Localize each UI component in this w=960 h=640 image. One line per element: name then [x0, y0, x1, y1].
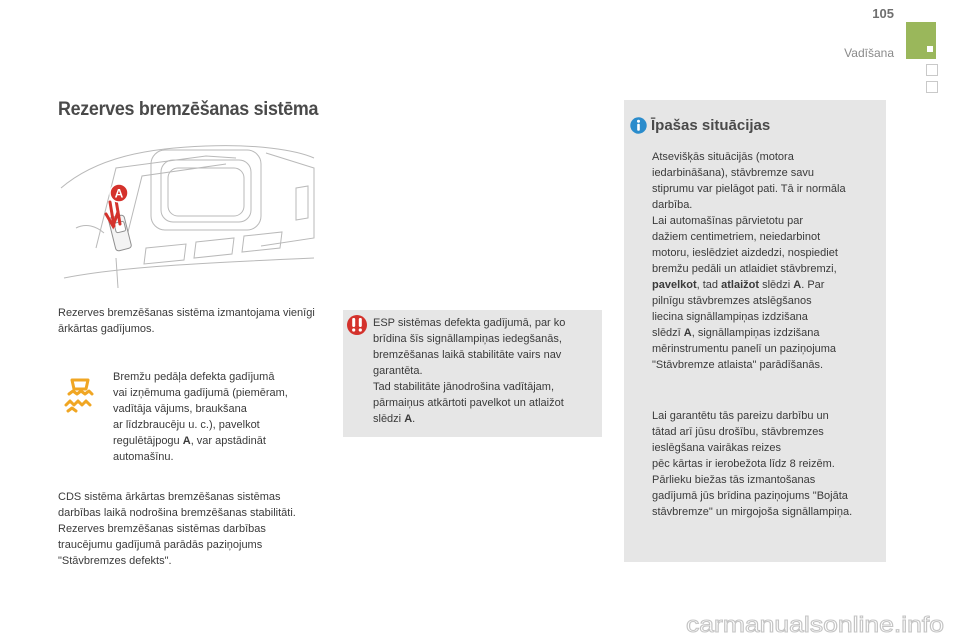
panel-text: slēdzī [652, 327, 684, 339]
panel-line: Lai garantētu tās pareizu darbību un [652, 410, 829, 422]
esp-line: ESP sistēmas defekta gadījumā, par ko [373, 317, 566, 329]
foot-pedal-warning-icon [60, 374, 100, 414]
panel-text: slēdzi [759, 279, 794, 291]
esp-line: pārmaiņus atkārtoti pavelkot un atlaižot [373, 397, 564, 409]
backup-brake-illustration [56, 128, 318, 300]
esp-line: brīdina šīs signāllampiņas iedegšanās, [373, 333, 562, 345]
panel-line: Atsevišķās situācijās (motora [652, 151, 794, 163]
panel-line: tātad arī jūsu drošību, stāvbremzes [652, 426, 824, 438]
panel-line: Pārlieku biežas tās izmantošanas [652, 474, 816, 486]
special-situations-para-2 [652, 408, 880, 520]
panel-line: gadījumā jūs brīdina paziņojums "Bojāta [652, 490, 848, 502]
panel-text: . Par [801, 279, 825, 291]
pedal-note-line [113, 433, 323, 449]
esp-text: slēdzi [373, 413, 405, 425]
pedal-note-line: Bremžu pedāļa defekta gadījumā [113, 371, 275, 383]
pedal-note-line: vadītāja vājums, braukšana [113, 403, 247, 415]
panel-line: iedarbināšana), stāvbremze savu [652, 167, 815, 179]
switch-label-a: A [793, 279, 802, 291]
panel-line: dažiem centimetriem, neiedarbinot [652, 231, 821, 243]
pedal-defect-note [113, 369, 323, 465]
page-title: Rezerves bremzēšanas sistēma [58, 99, 319, 120]
panel-text: , tad [696, 279, 722, 291]
switch-label-a: A [182, 435, 191, 447]
pedal-note-line: ar līdzbraucēju u. c.), pavelkot [113, 419, 260, 431]
pedal-note-text: , var apstādināt [190, 435, 266, 447]
cds-paragraph [58, 489, 328, 569]
panel-line: motoru, ieslēdziet aizdedzi, nospiediet [652, 247, 838, 259]
exclamation-warning-icon [346, 314, 368, 336]
pedal-note-line: vai izņēmuma gadījumā (piemēram, [113, 387, 288, 399]
panel-bold: pavelkot [652, 279, 697, 291]
watermark-text: carmanualsonline.info [686, 612, 944, 637]
special-situations-title: Īpašas situācijas [651, 117, 771, 134]
switch-label-a: A [404, 413, 413, 425]
intro-paragraph [58, 305, 328, 337]
esp-warning-text [373, 315, 599, 427]
panel-line: ieslēgšana vairākas reizes [652, 442, 782, 454]
esp-text: . [412, 413, 416, 425]
page-number: 105 [872, 6, 894, 21]
esp-line [373, 411, 599, 427]
section-title: Vadīšana [844, 46, 894, 60]
special-situations-para-1 [652, 149, 880, 373]
chapter-tab [906, 22, 936, 59]
panel-text: , signāllampiņas izdzišana [691, 327, 820, 339]
panel-line: stāvbremze" un mirgojoša signāllampiņa. [652, 506, 853, 518]
cds-line: traucējumu gadījumā parādās paziņojums [58, 539, 263, 551]
chapter-tab-empty-1 [926, 64, 938, 76]
intro-text: Rezerves bremzēšanas sistēma izmantojama vienīgi ārkārtas gadījumos. [58, 307, 315, 335]
watermark [680, 608, 950, 638]
panel-line: stiprumu var pielāgot pati. Tā ir normāla [652, 183, 846, 195]
panel-line: mērinstrumentu panelī un paziņojuma [652, 343, 837, 355]
esp-line: bremzēšanas laikā stabilitāte vairs nav [373, 349, 562, 361]
cds-line: Rezerves bremzēšanas sistēmas darbības [58, 523, 266, 535]
pedal-note-line: automašīnu. [113, 451, 174, 463]
panel-line [652, 277, 880, 293]
cds-line: CDS sistēma ārkārtas bremzēšanas sistēmas [58, 491, 281, 503]
info-icon [630, 117, 647, 134]
panel-line: bremžu pedāli un atlaidiet stāvbremzi, [652, 263, 837, 275]
esp-line: garantēta. [373, 365, 423, 377]
panel-line: pēc kārtas ir ierobežota līdz 8 reizēm. [652, 458, 835, 470]
cds-line: darbības laikā nodrošina bremzēšanas stabilitāti. [58, 507, 296, 519]
switch-label-a: A [683, 327, 692, 339]
panel-line: pilnīgu stāvbremzes atslēgšanos [652, 295, 812, 307]
panel-bold: atlaižot [721, 279, 760, 291]
panel-line: Lai automašīnas pārvietotu par [652, 215, 804, 227]
panel-line: darbība. [652, 199, 693, 211]
chapter-tab-empty-2 [926, 81, 938, 93]
esp-line: Tad stabilitāte jānodrošina vadītājam, [373, 381, 554, 393]
cds-line: "Stāvbremzes defekts". [58, 555, 172, 567]
callout-a: A [114, 186, 124, 201]
panel-line: liecina signāllampiņas izdzišana [652, 311, 808, 323]
panel-line: "Stāvbremze atlaista" parādīšanās. [652, 359, 824, 371]
chapter-tab-marker [927, 46, 933, 52]
panel-line [652, 325, 880, 341]
pedal-note-text: regulētājpogu [113, 435, 183, 447]
